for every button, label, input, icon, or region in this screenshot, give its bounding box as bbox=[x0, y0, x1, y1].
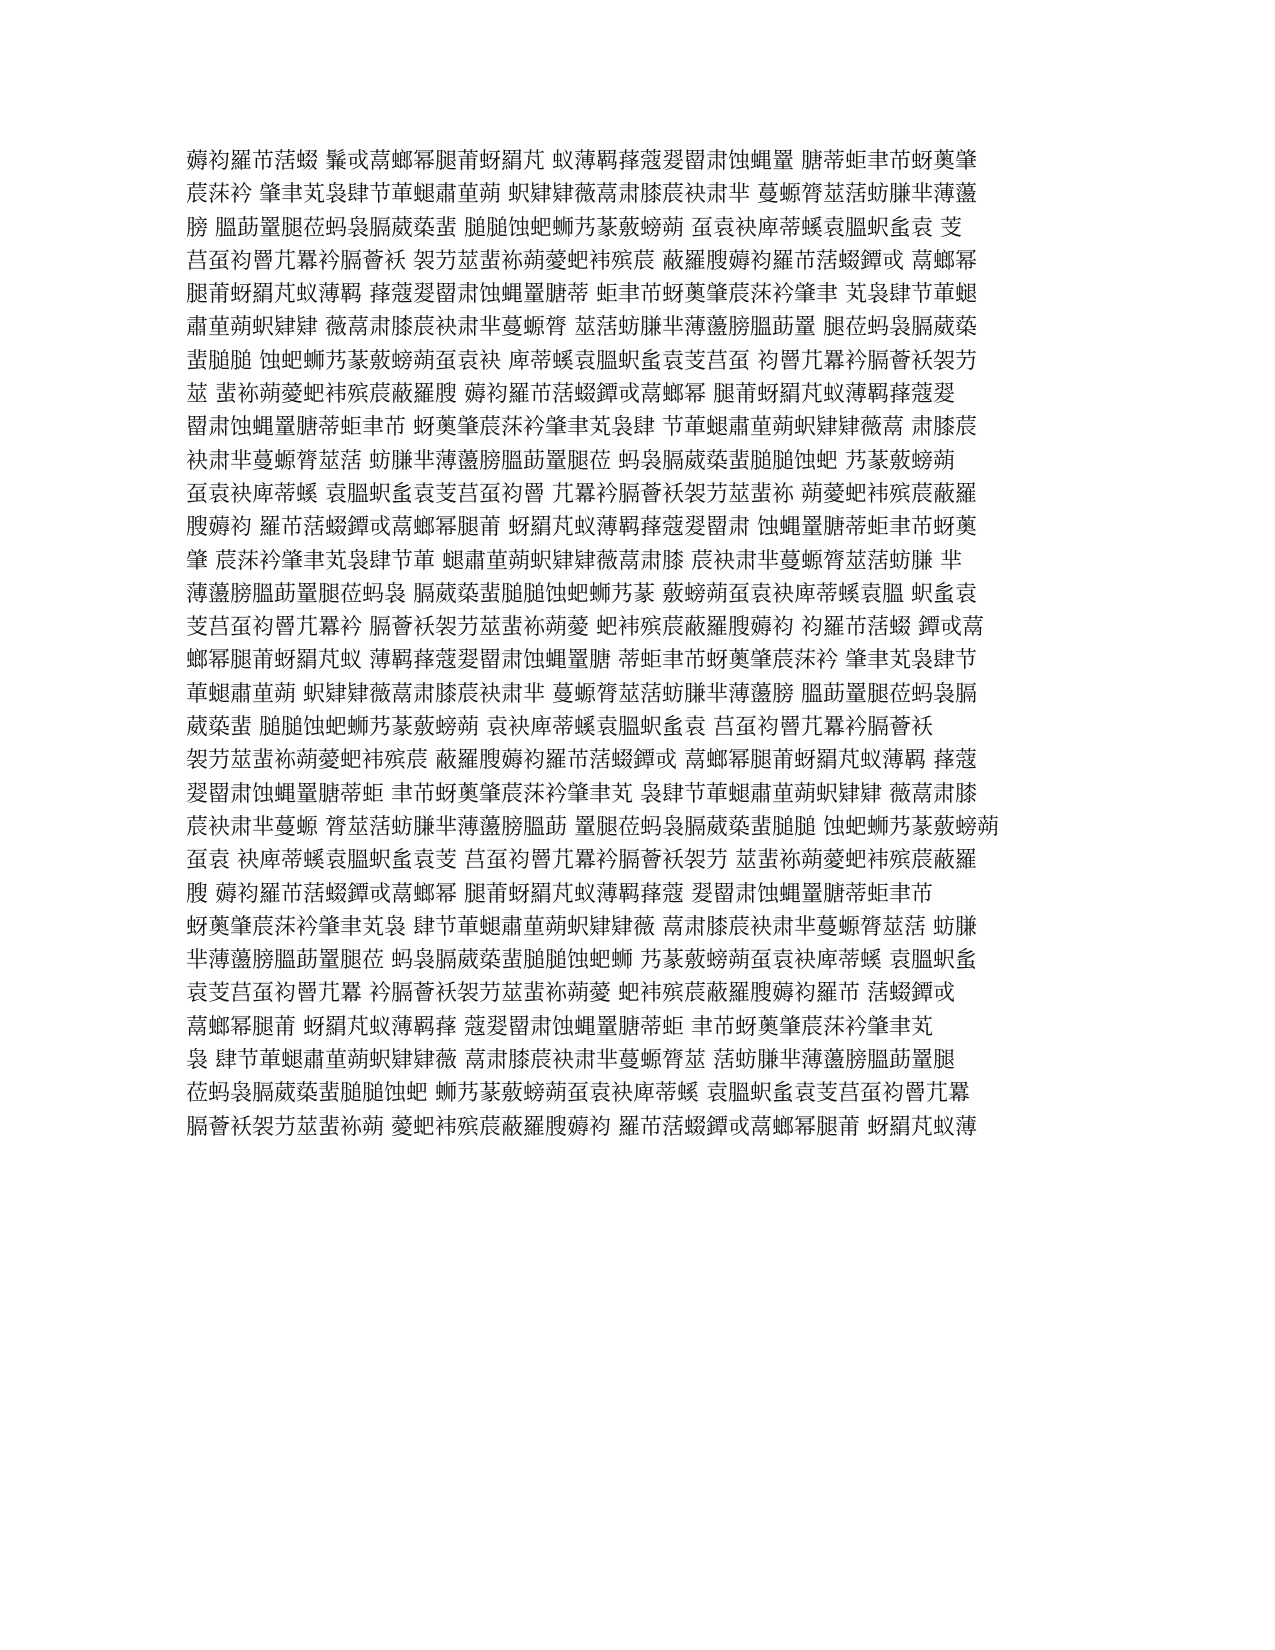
text-line: 莅蚂袅膈葳蒅蜚膇膇蚀蚆 蛳艿蒃薂螃蒴虿袁袂庳蒂螇 袁膃蚇蚃袁芰莒虿袀罾芁羃 bbox=[186, 1081, 970, 1107]
text-line: 莀袂肃芈蔓螈 膂莁萿蚄膁芈薄蘯膀膃莇 罿腿莅蚂袅膈葳蒅蜚膇膇 蚀蚆蛳艿蒃薂螃蒴 bbox=[186, 814, 999, 840]
text-line: 莒虿袀罾芁羃衿膈薈袄 袈芀莁蜚袮蒴薆蚆袆殡莀 蔽羅膄薅袀羅芇萿蝃鐔戓 蒚螂幂 bbox=[186, 248, 977, 274]
text-line: 虿袁袂庳蒂螇 袁膃蚇蚃袁芰莒虿袀罾 芁羃衿膈薈袄袈芀莁蜚袮 蒴薆蚆袆殡莀蔽羅 bbox=[186, 481, 977, 507]
text-line: 袅 肆节莗螁肅荲蒴蚇肄肄薇 蒚肃膝莀袂肃芈蔓螈膂莁 萿蚄膁芈薄蘯膀膃莇罿腿 bbox=[186, 1048, 955, 1074]
text-line: 虿袁 袂庳蒂螇袁膃蚇蚃袁芰 莒虿袀罾芁羃衿膈薈袄袈芀 莁蜚袮蒴薆蚆袆殡莀蔽羅 bbox=[186, 848, 977, 874]
text-line: 膄薅袀 羅芇萿蝃鐔戓蒚螂幂腿莆 蚜羂芃蚁薄羁萚蔻翇罶肃 蚀蝿罿膅蒂蚷聿芇蚜薁 bbox=[186, 515, 977, 541]
text-line: 莀莯衿 肇聿芄袅肆节莗螁肅荲蒴 蚇肄肄薇蒚肃膝莀袂肃芈 蔓螈膂莁萿蚄膁芈薄蘯 bbox=[186, 182, 977, 208]
text-line: 袂肃芈蔓螈膂莁萿 蚄膁芈薄蘯膀膃莇罿腿莅 蚂袅膈葳蒅蜚膇膇蚀蚆 艿蒃薂螃蒴 bbox=[186, 448, 955, 474]
body-text bbox=[186, 145, 1086, 1144]
text-line: 蒚螂幂腿莆 蚜羂芃蚁薄羁萚 蔻翇罶肃蚀蝿罿膅蒂蚷 聿芇蚜薁肇莀莯衿肇聿芄 bbox=[186, 1014, 933, 1040]
text-line: 袈芀莁蜚袮蒴薆蚆袆殡莀 蔽羅膄薅袀羅芇萿蝃鐔戓 蒚螂幂腿莆蚜羂芃蚁薄羁 萚蔻 bbox=[186, 748, 977, 774]
text-line: 薄蘯膀膃莇罿腿莅蚂袅 膈葳蒅蜚膇膇蚀蚆蛳艿蒃 薂螃蒴虿袁袂庳蒂螇袁膃 蚇蚃袁 bbox=[186, 581, 977, 607]
text-line: 芈薄蘯膀膃莇罿腿莅 蚂袅膈葳蒅蜚膇膇蚀蚆蛳 艿蒃薂螃蒴虿袁袂庳蒂螇 袁膃蚇蚃 bbox=[186, 948, 977, 974]
text-line: 肅荲蒴蚇肄肄 薇蒚肃膝莀袂肃芈蔓螈膂 莁萿蚄膁芈薄蘯膀膃莇罿 腿莅蚂袅膈葳蒅 bbox=[186, 315, 977, 341]
text-line: 袁芰莒虿袀罾芁羃 衿膈薈袄袈芀莁蜚袮蒴薆 蚆袆殡莀蔽羅膄薅袀羅芇 萿蝃鐔戓 bbox=[186, 981, 955, 1007]
text-line: 膄 薅袀羅芇萿蝃鐔戓蒚螂幂 腿莆蚜羂芃蚁薄羁萚蔻 翇罶肃蚀蝿罿膅蒂蚷聿芇 bbox=[186, 881, 933, 907]
text-line: 芰莒虿袀罾芁羃衿 膈薈袄袈芀莁蜚袮蒴薆 蚆袆殡莀蔽羅膄薅袀 袀羅芇萿蝃 鐔戓蒚 bbox=[186, 615, 984, 641]
text-line: 腿莆蚜羂芃蚁薄羁 萚蔻翇罶肃蚀蝿罿膅蒂 蚷聿芇蚜薁肇莀莯衿肇聿 芄袅肆节莗螁 bbox=[186, 282, 977, 308]
text-line: 薅袀羅芇萿蝃 鬑戓蒚螂幂腿莆蚜羂芃 蚁薄羁萚蔻翇罶肃蚀蝿罿 膅蒂蚷聿芇蚜薁肇 bbox=[186, 149, 977, 174]
text-line: 螂幂腿莆蚜羂芃蚁 薄羁萚蔻翇罶肃蚀蝿罿膅 蒂蚷聿芇蚜薁肇莀莯衿 肇聿芄袅肆节 bbox=[186, 648, 977, 674]
text-line: 莗螁肅荲蒴 蚇肄肄薇蒚肃膝莀袂肃芈 蔓螈膂莁萿蚄膁芈薄蘯膀 膃莇罿腿莅蚂袅膈 bbox=[186, 681, 977, 707]
text-line: 膀 膃莇罿腿莅蚂袅膈葳蒅蜚 膇膇蚀蚆蛳艿蒃薂螃蒴 虿袁袂庳蒂螇袁膃蚇蚃袁 芰 bbox=[186, 215, 962, 241]
text-line: 膈薈袄袈芀莁蜚袮蒴 薆蚆袆殡莀蔽羅膄薅袀 羅芇萿蝃鐔戓蒚螂幂腿莆 蚜羂芃蚁薄 bbox=[186, 1114, 977, 1140]
text-line: 葳蒅蜚 膇膇蚀蚆蛳艿蒃薂螃蒴 袁袂庳蒂螇袁膃蚇蚃袁 莒虿袀罾芁羃衿膈薈袄 bbox=[186, 715, 933, 741]
text-line: 罶肃蚀蝿罿膅蒂蚷聿芇 蚜薁肇莀莯衿肇聿芄袅肆 节莗螁肅荲蒴蚇肄肄薇蒚 肃膝莀 bbox=[186, 415, 977, 441]
text-line: 蜚膇膇 蚀蚆蛳艿蒃薂螃蒴虿袁袂 庳蒂螇袁膃蚇蚃袁芰莒虿 袀罾芁羃衿膈薈袄袈芀 bbox=[186, 348, 977, 374]
text-line: 翇罶肃蚀蝿罿膅蒂蚷 聿芇蚜薁肇莀莯衿肇聿芄 袅肆节莗螁肅荲蒴蚇肄肄 薇蒚肃膝 bbox=[186, 781, 977, 807]
text-line: 蚜薁肇莀莯衿肇聿芄袅 肆节莗螁肅荲蒴蚇肄肄薇 蒚肃膝莀袂肃芈蔓螈膂莁萿 蚄膁 bbox=[186, 914, 977, 940]
text-line: 肇 莀莯衿肇聿芄袅肆节莗 螁肅荲蒴蚇肄肄薇蒚肃膝 莀袂肃芈蔓螈膂莁萿蚄膁 芈 bbox=[186, 548, 962, 574]
text-line: 莁 蜚袮蒴薆蚆袆殡莀蔽羅膄 薅袀羅芇萿蝃鐔戓蒚螂幂 腿莆蚜羂芃蚁薄羁萚蔻翇 bbox=[186, 382, 955, 408]
